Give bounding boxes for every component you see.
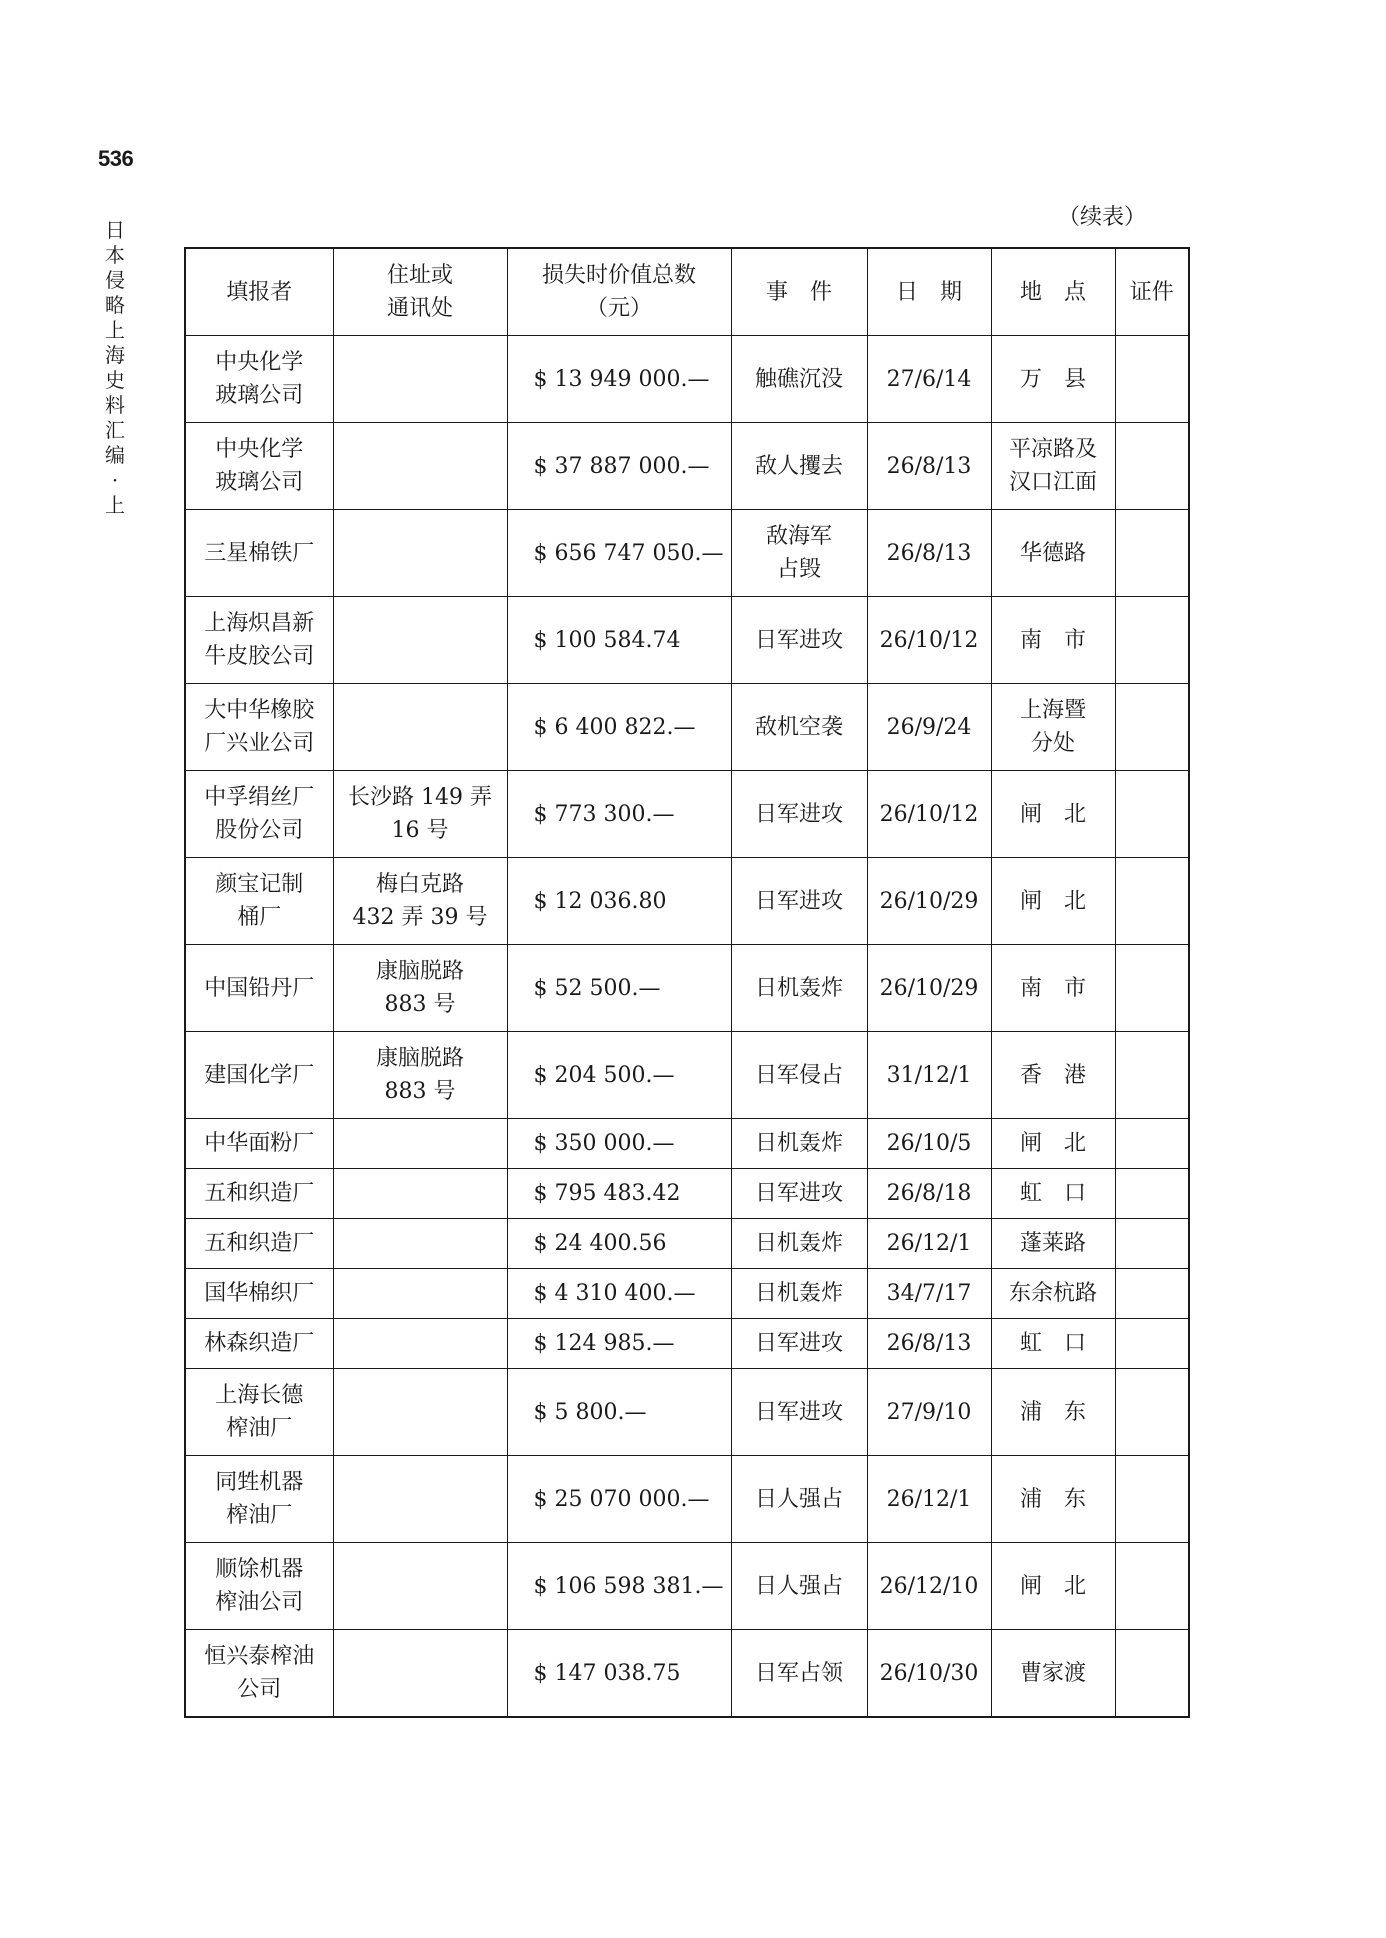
amount-cell: $ 24 400.56 xyxy=(507,1219,731,1269)
date-cell: 31/12/1 xyxy=(867,1032,991,1119)
reporter-cell: 顺馀机器 榨油公司 xyxy=(185,1543,333,1630)
reporter-cell: 大中华橡胶 厂兴业公司 xyxy=(185,684,333,771)
certificate-cell xyxy=(1115,1269,1189,1319)
place-cell: 南 市 xyxy=(991,945,1115,1032)
event-cell: 日军进攻 xyxy=(731,1369,867,1456)
place-cell: 浦 东 xyxy=(991,1369,1115,1456)
certificate-cell xyxy=(1115,1219,1189,1269)
table-row xyxy=(185,684,1189,771)
place-cell: 香 港 xyxy=(991,1032,1115,1119)
date-cell: 26/10/29 xyxy=(867,945,991,1032)
address-cell: 康脑脱路 883 号 xyxy=(333,1032,507,1119)
address-cell xyxy=(333,1630,507,1718)
header-reporter: 填报者 xyxy=(185,248,333,336)
date-cell: 26/10/12 xyxy=(867,771,991,858)
event-cell: 日军进攻 xyxy=(731,771,867,858)
address-cell xyxy=(333,684,507,771)
event-cell: 日军进攻 xyxy=(731,858,867,945)
header-row xyxy=(185,248,1189,336)
place-cell: 虹 口 xyxy=(991,1169,1115,1219)
table-row xyxy=(185,1369,1189,1456)
address-cell xyxy=(333,597,507,684)
table-row xyxy=(185,1032,1189,1119)
event-cell: 日军进攻 xyxy=(731,1319,867,1369)
reporter-cell: 中央化学 玻璃公司 xyxy=(185,423,333,510)
address-cell xyxy=(333,1456,507,1543)
date-cell: 27/9/10 xyxy=(867,1369,991,1456)
place-cell: 东余杭路 xyxy=(991,1269,1115,1319)
table-row xyxy=(185,1319,1189,1369)
event-cell: 敌海军 占毁 xyxy=(731,510,867,597)
reporter-cell: 中央化学 玻璃公司 xyxy=(185,336,333,423)
event-cell: 日军进攻 xyxy=(731,597,867,684)
table-row xyxy=(185,858,1189,945)
date-cell: 26/10/29 xyxy=(867,858,991,945)
event-cell: 触礁沉没 xyxy=(731,336,867,423)
reporter-cell: 三星棉铁厂 xyxy=(185,510,333,597)
certificate-cell xyxy=(1115,1169,1189,1219)
date-cell: 26/10/5 xyxy=(867,1119,991,1169)
table-row xyxy=(185,1630,1189,1718)
event-cell: 敌人攫去 xyxy=(731,423,867,510)
running-title: 日本侵略上海史料汇编·上 xyxy=(105,218,125,517)
place-cell: 万 县 xyxy=(991,336,1115,423)
page-number: 536 xyxy=(98,146,134,171)
address-cell xyxy=(333,1169,507,1219)
event-cell: 日人强占 xyxy=(731,1543,867,1630)
amount-cell: $ 37 887 000.— xyxy=(507,423,731,510)
table-row xyxy=(185,1119,1189,1169)
table-row xyxy=(185,510,1189,597)
continued-label: （续表） xyxy=(1058,205,1147,230)
event-cell: 敌机空袭 xyxy=(731,684,867,771)
amount-cell: $ 6 400 822.— xyxy=(507,684,731,771)
reporter-cell: 上海长德 榨油厂 xyxy=(185,1369,333,1456)
event-cell: 日机轰炸 xyxy=(731,945,867,1032)
table-row xyxy=(185,1543,1189,1630)
table-row xyxy=(185,1219,1189,1269)
reporter-cell: 恒兴泰榨油 公司 xyxy=(185,1630,333,1718)
certificate-cell xyxy=(1115,1456,1189,1543)
place-cell: 曹家渡 xyxy=(991,1630,1115,1718)
certificate-cell xyxy=(1115,1119,1189,1169)
table-row xyxy=(185,771,1189,858)
date-cell: 26/8/13 xyxy=(867,1319,991,1369)
address-cell xyxy=(333,1119,507,1169)
certificate-cell xyxy=(1115,510,1189,597)
header-place: 地 点 xyxy=(991,248,1115,336)
certificate-cell xyxy=(1115,1032,1189,1119)
amount-cell: $ 52 500.— xyxy=(507,945,731,1032)
table-row xyxy=(185,336,1189,423)
certificate-cell xyxy=(1115,1319,1189,1369)
table-row xyxy=(185,1269,1189,1319)
table-body xyxy=(185,336,1189,1718)
place-cell: 平凉路及 汉口江面 xyxy=(991,423,1115,510)
header-date: 日 期 xyxy=(867,248,991,336)
place-cell: 闸 北 xyxy=(991,1543,1115,1630)
table-row xyxy=(185,1456,1189,1543)
certificate-cell xyxy=(1115,597,1189,684)
certificate-cell xyxy=(1115,1543,1189,1630)
date-cell: 26/9/24 xyxy=(867,684,991,771)
place-cell: 蓬莱路 xyxy=(991,1219,1115,1269)
amount-cell: $ 773 300.— xyxy=(507,771,731,858)
table-header xyxy=(185,248,1189,336)
amount-cell: $ 25 070 000.— xyxy=(507,1456,731,1543)
date-cell: 26/10/30 xyxy=(867,1630,991,1718)
amount-cell: $ 13 949 000.— xyxy=(507,336,731,423)
table-row xyxy=(185,945,1189,1032)
amount-cell: $ 147 038.75 xyxy=(507,1630,731,1718)
reporter-cell: 五和织造厂 xyxy=(185,1169,333,1219)
header-certificate: 证件 xyxy=(1115,248,1189,336)
address-cell xyxy=(333,510,507,597)
place-cell: 华德路 xyxy=(991,510,1115,597)
table-row xyxy=(185,423,1189,510)
certificate-cell xyxy=(1115,423,1189,510)
date-cell: 26/12/10 xyxy=(867,1543,991,1630)
amount-cell: $ 124 985.— xyxy=(507,1319,731,1369)
place-cell: 闸 北 xyxy=(991,771,1115,858)
header-event: 事 件 xyxy=(731,248,867,336)
amount-cell: $ 106 598 381.— xyxy=(507,1543,731,1630)
place-cell: 南 市 xyxy=(991,597,1115,684)
amount-cell: $ 795 483.42 xyxy=(507,1169,731,1219)
address-cell xyxy=(333,1219,507,1269)
amount-cell: $ 100 584.74 xyxy=(507,597,731,684)
address-cell: 长沙路 149 弄 16 号 xyxy=(333,771,507,858)
address-cell xyxy=(333,1543,507,1630)
amount-cell: $ 12 036.80 xyxy=(507,858,731,945)
reporter-cell: 国华棉织厂 xyxy=(185,1269,333,1319)
amount-cell: $ 4 310 400.— xyxy=(507,1269,731,1319)
place-cell: 浦 东 xyxy=(991,1456,1115,1543)
event-cell: 日军侵占 xyxy=(731,1032,867,1119)
place-cell: 虹 口 xyxy=(991,1319,1115,1369)
certificate-cell xyxy=(1115,771,1189,858)
certificate-cell xyxy=(1115,336,1189,423)
event-cell: 日人强占 xyxy=(731,1456,867,1543)
amount-cell: $ 204 500.— xyxy=(507,1032,731,1119)
certificate-cell xyxy=(1115,1369,1189,1456)
event-cell: 日军进攻 xyxy=(731,1169,867,1219)
certificate-cell xyxy=(1115,945,1189,1032)
table-row xyxy=(185,597,1189,684)
reporter-cell: 颜宝记制 桶厂 xyxy=(185,858,333,945)
date-cell: 34/7/17 xyxy=(867,1269,991,1319)
date-cell: 26/8/13 xyxy=(867,423,991,510)
table-row xyxy=(185,1169,1189,1219)
date-cell: 27/6/14 xyxy=(867,336,991,423)
loss-table xyxy=(184,247,1190,1718)
address-cell: 梅白克路 432 弄 39 号 xyxy=(333,858,507,945)
header-amount: 损失时价值总数 （元） xyxy=(507,248,731,336)
amount-cell: $ 656 747 050.— xyxy=(507,510,731,597)
reporter-cell: 中孚绢丝厂 股份公司 xyxy=(185,771,333,858)
event-cell: 日军占领 xyxy=(731,1630,867,1718)
reporter-cell: 建国化学厂 xyxy=(185,1032,333,1119)
date-cell: 26/8/13 xyxy=(867,510,991,597)
certificate-cell xyxy=(1115,1630,1189,1718)
reporter-cell: 同甡机器 榨油厂 xyxy=(185,1456,333,1543)
place-cell: 闸 北 xyxy=(991,858,1115,945)
date-cell: 26/12/1 xyxy=(867,1219,991,1269)
date-cell: 26/10/12 xyxy=(867,597,991,684)
address-cell xyxy=(333,1269,507,1319)
reporter-cell: 五和织造厂 xyxy=(185,1219,333,1269)
event-cell: 日机轰炸 xyxy=(731,1119,867,1169)
place-cell: 上海暨 分处 xyxy=(991,684,1115,771)
event-cell: 日机轰炸 xyxy=(731,1219,867,1269)
reporter-cell: 上海炽昌新 牛皮胶公司 xyxy=(185,597,333,684)
reporter-cell: 中国铅丹厂 xyxy=(185,945,333,1032)
date-cell: 26/12/1 xyxy=(867,1456,991,1543)
reporter-cell: 中华面粉厂 xyxy=(185,1119,333,1169)
address-cell xyxy=(333,1319,507,1369)
place-cell: 闸 北 xyxy=(991,1119,1115,1169)
address-cell xyxy=(333,423,507,510)
amount-cell: $ 5 800.— xyxy=(507,1369,731,1456)
address-cell xyxy=(333,336,507,423)
certificate-cell xyxy=(1115,858,1189,945)
address-cell xyxy=(333,1369,507,1456)
event-cell: 日机轰炸 xyxy=(731,1269,867,1319)
header-address: 住址或 通讯处 xyxy=(333,248,507,336)
certificate-cell xyxy=(1115,684,1189,771)
address-cell: 康脑脱路 883 号 xyxy=(333,945,507,1032)
amount-cell: $ 350 000.— xyxy=(507,1119,731,1169)
reporter-cell: 林森织造厂 xyxy=(185,1319,333,1369)
date-cell: 26/8/18 xyxy=(867,1169,991,1219)
